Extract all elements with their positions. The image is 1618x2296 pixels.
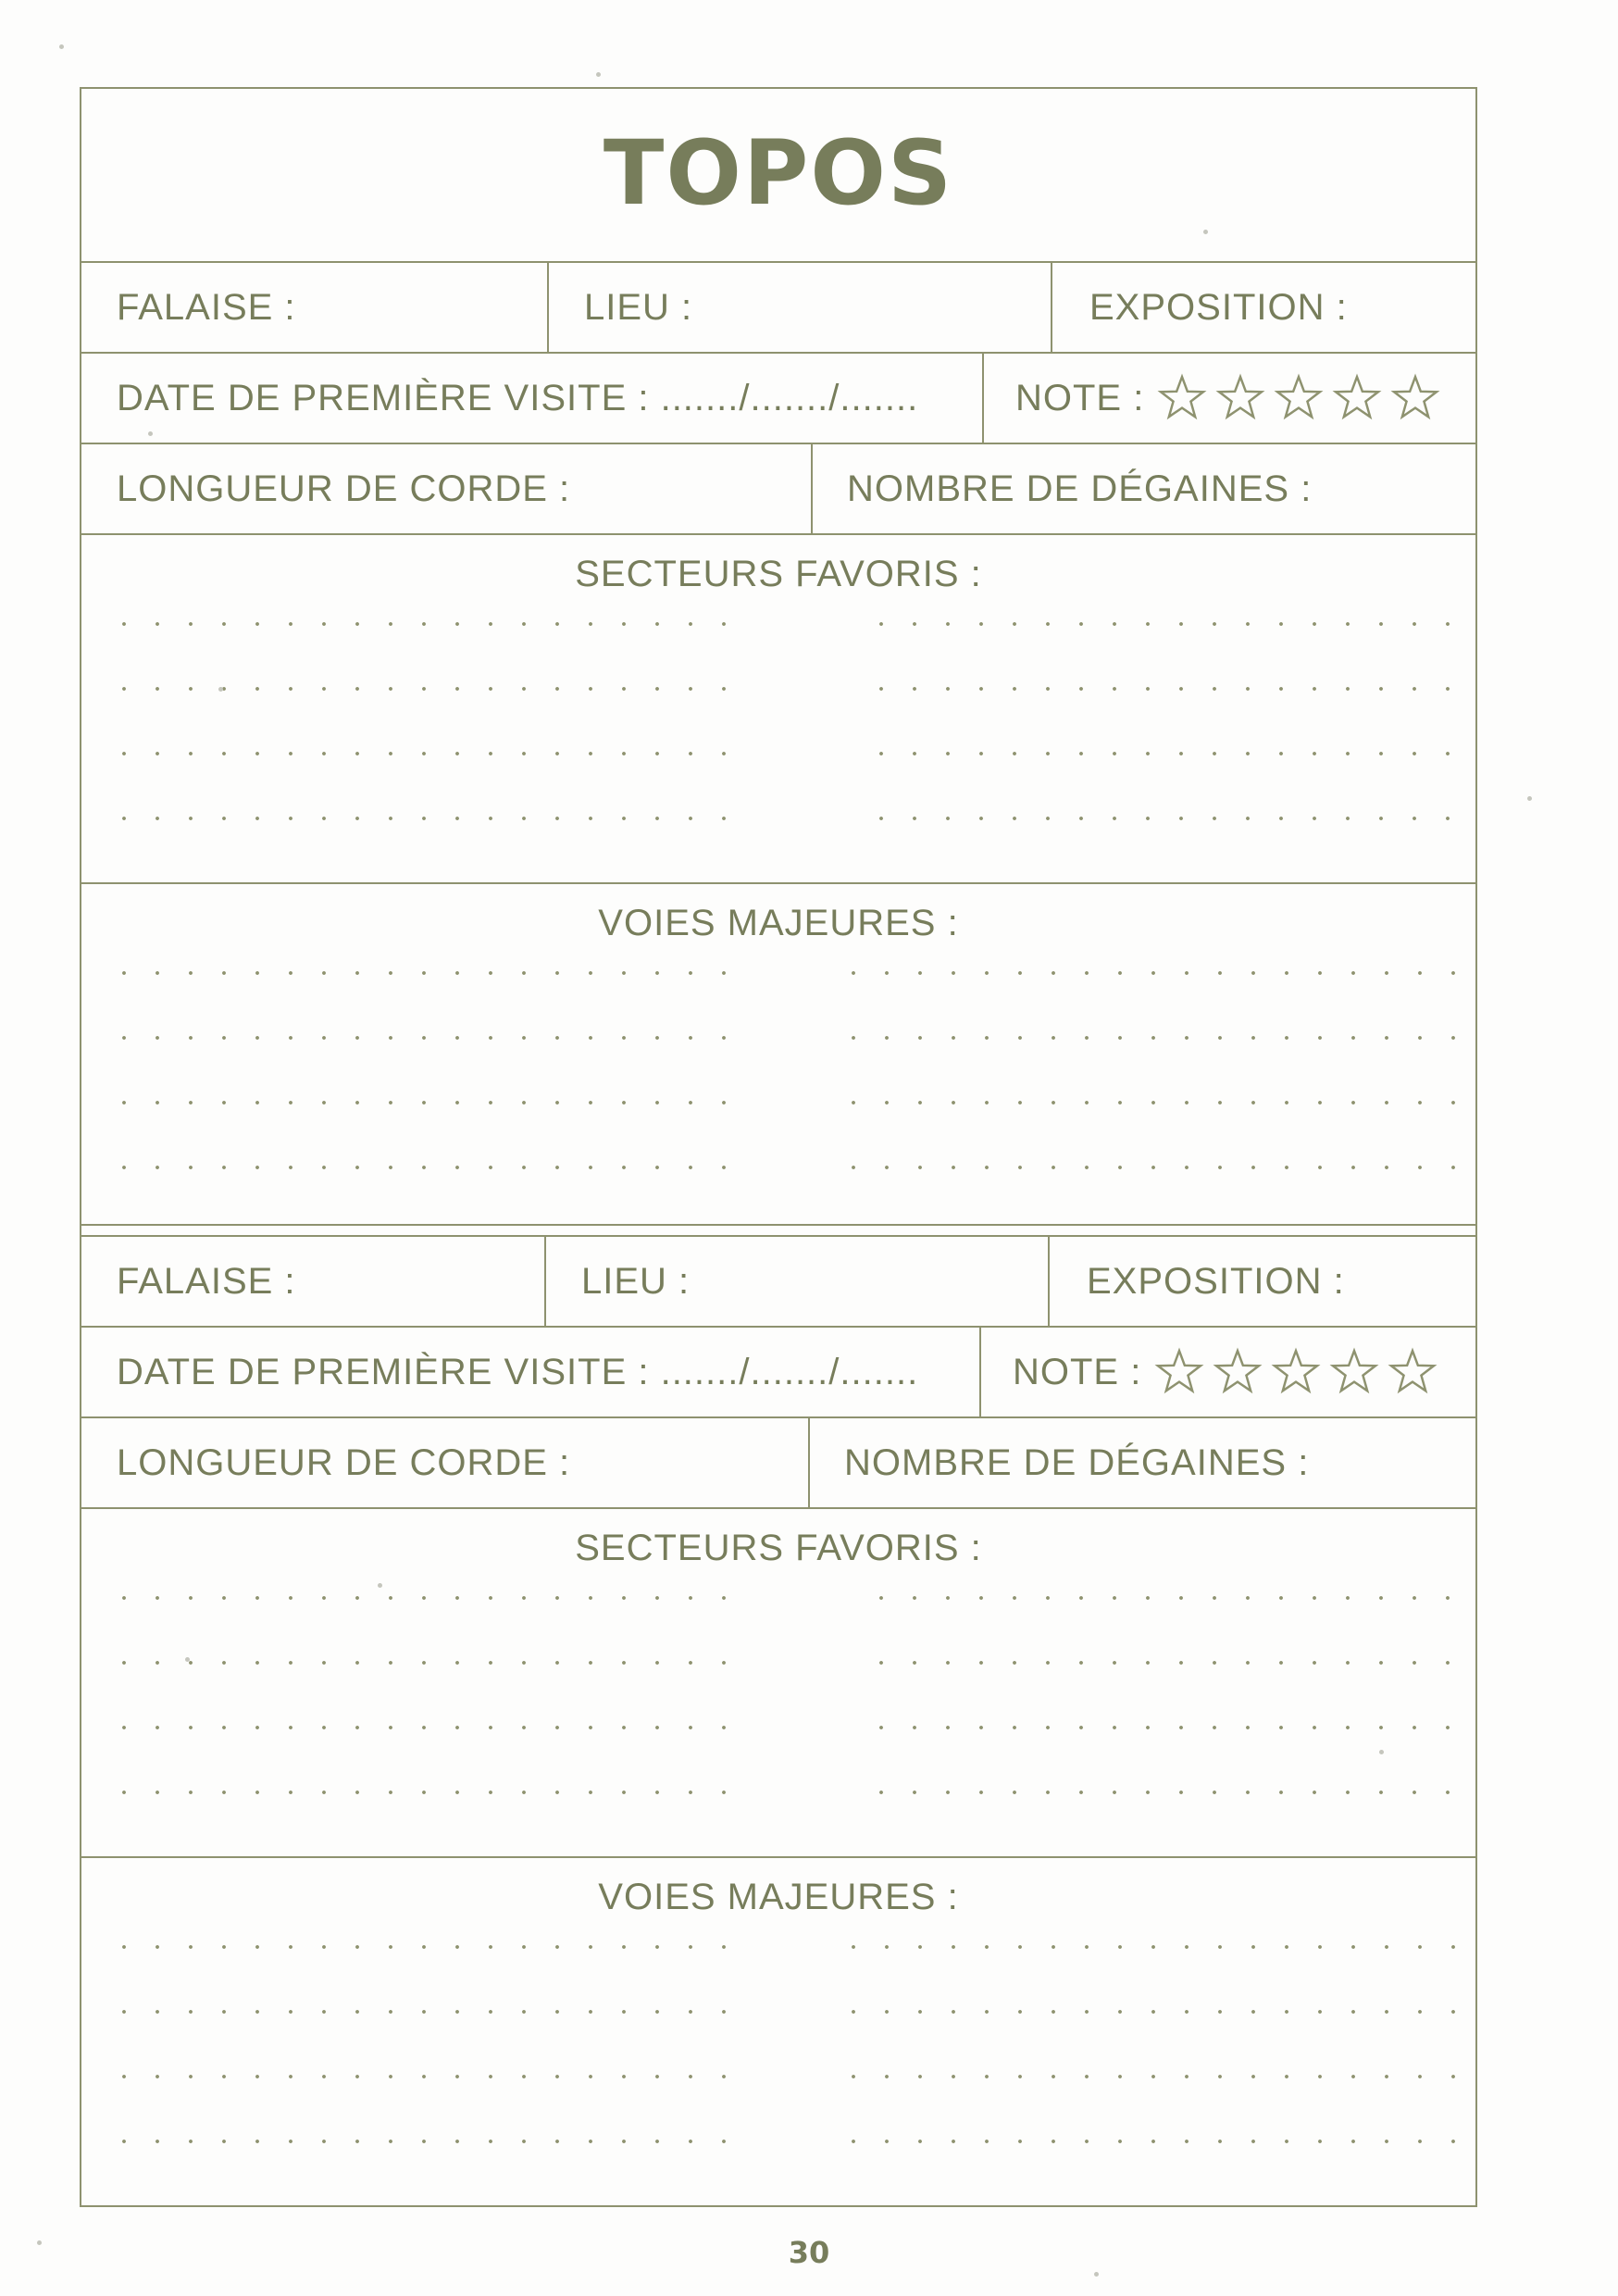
writing-line[interactable] (107, 2010, 741, 2014)
rating-stars (1157, 373, 1440, 423)
form-2-date-field[interactable] (81, 1328, 979, 1416)
paper-speck (148, 431, 153, 436)
form-2-falaise-field[interactable] (81, 1237, 544, 1326)
form-1-note-field (982, 354, 1475, 443)
date-label: DATE DE PREMIÈRE VISITE : ......./......./....... (117, 1351, 919, 1392)
voies-label: VOIES MAJEURES : (598, 903, 959, 943)
writing-line[interactable] (107, 1661, 741, 1665)
writing-line[interactable] (865, 1791, 1464, 1794)
writing-line[interactable] (837, 1036, 1464, 1040)
rating-stars (1154, 1347, 1438, 1397)
form-2-row-location (81, 1237, 1475, 1328)
star-outline-icon[interactable] (1332, 373, 1382, 423)
paper-speck (218, 687, 223, 692)
date-label: DATE DE PREMIÈRE VISITE : ......./......./....... (117, 377, 919, 418)
writing-line[interactable] (865, 687, 1464, 691)
paper-speck (1094, 2272, 1099, 2277)
paper-speck (59, 44, 64, 49)
form-1-falaise-field[interactable] (81, 263, 547, 352)
writing-line[interactable] (865, 622, 1464, 626)
note-label: NOTE : (1013, 1351, 1142, 1392)
writing-line[interactable] (107, 2140, 741, 2143)
form-1-row-date-note (81, 354, 1475, 444)
lieu-label: LIEU : (584, 286, 693, 328)
paper-speck (596, 72, 601, 77)
form-1-degaines-field[interactable] (811, 444, 1475, 533)
form-separator (81, 1224, 1475, 1237)
writing-line[interactable] (837, 2010, 1464, 2014)
paper-speck (185, 1657, 190, 1662)
form-2-exposition-field[interactable] (1048, 1237, 1475, 1326)
star-outline-icon[interactable] (1388, 1347, 1438, 1397)
writing-line[interactable] (865, 1661, 1464, 1665)
exposition-label: EXPOSITION : (1087, 1260, 1345, 1302)
degaines-label: NOMBRE DE DÉGAINES : (847, 468, 1313, 509)
writing-line[interactable] (107, 1166, 741, 1169)
writing-line[interactable] (837, 971, 1464, 975)
writing-line[interactable] (107, 1791, 741, 1794)
title-row (81, 89, 1475, 263)
paper-speck (1379, 1750, 1384, 1754)
form-1-row-location (81, 263, 1475, 354)
page-number: 30 (788, 2235, 830, 2270)
star-outline-icon[interactable] (1329, 1347, 1379, 1397)
star-outline-icon[interactable] (1215, 373, 1265, 423)
writing-line[interactable] (837, 2075, 1464, 2078)
form-1-date-field[interactable] (81, 354, 982, 443)
star-outline-icon[interactable] (1390, 373, 1440, 423)
secteurs-label: SECTEURS FAVORIS : (575, 1528, 982, 1568)
form-1-secteurs-section[interactable] (81, 535, 1475, 884)
star-outline-icon[interactable] (1274, 373, 1324, 423)
lieu-label: LIEU : (581, 1260, 691, 1302)
paper-speck (1203, 230, 1208, 234)
form-2-longueur-field[interactable] (81, 1418, 808, 1507)
star-outline-icon[interactable] (1271, 1347, 1321, 1397)
form-2-row-date-note (81, 1328, 1475, 1418)
form-1-longueur-field[interactable] (81, 444, 811, 533)
writing-line[interactable] (837, 2140, 1464, 2143)
paper-speck (37, 2240, 42, 2245)
writing-line[interactable] (865, 1726, 1464, 1729)
topos-form-frame (80, 87, 1477, 2207)
writing-line[interactable] (865, 817, 1464, 820)
degaines-label: NOMBRE DE DÉGAINES : (844, 1441, 1310, 1483)
writing-line[interactable] (837, 1101, 1464, 1104)
star-outline-icon[interactable] (1157, 373, 1207, 423)
form-1-voies-section[interactable] (81, 884, 1475, 1224)
writing-line[interactable] (865, 1596, 1464, 1600)
form-2-degaines-field[interactable] (808, 1418, 1475, 1507)
paper-speck (378, 1583, 382, 1588)
form-1-lieu-field[interactable] (547, 263, 1051, 352)
paper-speck (1527, 796, 1532, 801)
form-2-secteurs-section[interactable] (81, 1509, 1475, 1858)
writing-line[interactable] (107, 1101, 741, 1104)
star-outline-icon[interactable] (1154, 1347, 1204, 1397)
writing-line[interactable] (107, 971, 741, 975)
writing-line[interactable] (107, 2075, 741, 2078)
form-2-row-gear (81, 1418, 1475, 1509)
form-1-row-gear (81, 444, 1475, 535)
falaise-label: FALAISE : (117, 1260, 296, 1302)
writing-line[interactable] (837, 1166, 1464, 1169)
exposition-label: EXPOSITION : (1089, 286, 1348, 328)
page-title: TOPOS (603, 121, 954, 225)
writing-line[interactable] (107, 1036, 741, 1040)
form-2-lieu-field[interactable] (544, 1237, 1048, 1326)
falaise-label: FALAISE : (117, 286, 296, 328)
writing-line[interactable] (107, 1596, 741, 1600)
writing-line[interactable] (107, 622, 741, 626)
form-2-voies-section[interactable] (81, 1858, 1475, 2205)
writing-line[interactable] (107, 817, 741, 820)
form-2-note-field (979, 1328, 1475, 1416)
writing-line[interactable] (837, 1945, 1464, 1949)
writing-line[interactable] (107, 752, 741, 755)
longueur-label: LONGUEUR DE CORDE : (117, 1441, 571, 1483)
writing-line[interactable] (107, 1726, 741, 1729)
longueur-label: LONGUEUR DE CORDE : (117, 468, 571, 509)
form-1-exposition-field[interactable] (1051, 263, 1475, 352)
writing-line[interactable] (107, 687, 741, 691)
voies-label: VOIES MAJEURES : (598, 1877, 959, 1917)
writing-line[interactable] (107, 1945, 741, 1949)
note-label: NOTE : (1015, 377, 1145, 418)
writing-line[interactable] (865, 752, 1464, 755)
star-outline-icon[interactable] (1213, 1347, 1263, 1397)
secteurs-label: SECTEURS FAVORIS : (575, 554, 982, 594)
